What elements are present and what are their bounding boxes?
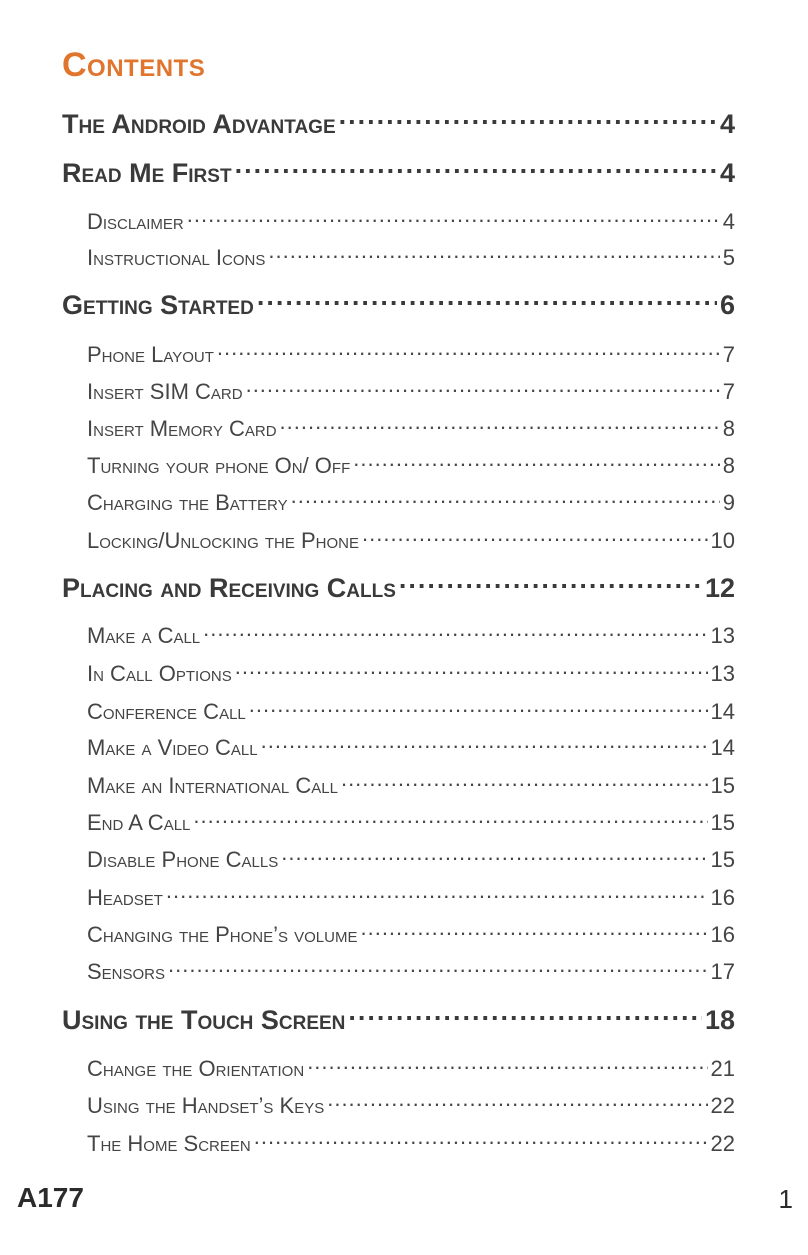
toc-leader-dots	[360, 920, 707, 942]
toc-leader-dots	[339, 106, 717, 133]
toc-entry-page: 6	[719, 290, 735, 320]
toc-entry-page: 4	[719, 109, 735, 139]
toc-entry-label: Placing and Receiving Calls	[62, 573, 396, 603]
toc-leader-dots	[249, 697, 708, 719]
toc-entry-placing-receiving-calls[interactable]	[62, 570, 735, 604]
toc-entry-headset[interactable]	[87, 883, 735, 911]
toc-entry-in-call-options[interactable]	[87, 659, 735, 687]
toc-entry-label: Sensors	[87, 959, 166, 984]
toc-leader-dots	[257, 287, 717, 314]
toc-entry-label: Make a Video Call	[87, 735, 258, 760]
toc-entry-label: Charging the Battery	[87, 490, 288, 515]
footer-model-name: A177	[17, 1182, 84, 1213]
toc-entry-label: Changing the Phone’s volume	[87, 922, 358, 947]
toc-entry-page: 16	[710, 885, 735, 910]
toc-leader-dots	[280, 414, 720, 436]
toc-leader-dots	[261, 733, 708, 755]
toc-entry-page: 17	[710, 959, 735, 984]
toc-entry-page: 4	[722, 209, 735, 234]
toc-entry-make-a-call[interactable]	[87, 621, 735, 649]
toc-entry-insert-sim-card[interactable]	[87, 377, 735, 405]
toc-leader-dots	[341, 771, 708, 793]
toc-leader-dots	[187, 207, 720, 229]
toc-leader-dots	[254, 1129, 708, 1151]
toc-entry-page: 18	[704, 1005, 735, 1035]
toc-leader-dots	[268, 243, 719, 265]
toc-leader-dots	[235, 659, 708, 681]
toc-entry-label: Make a Call	[87, 623, 201, 648]
toc-entry-label: Phone Layout	[87, 342, 214, 367]
toc-entry-using-touch-screen[interactable]	[62, 1002, 735, 1036]
toc-entry-sensors[interactable]	[87, 957, 735, 985]
toc-entry-page: 4	[719, 158, 735, 188]
toc-entry-instructional-icons[interactable]	[87, 243, 735, 271]
toc-entry-page: 8	[722, 453, 735, 478]
toc-entry-label: The Android Advantage	[62, 109, 336, 139]
toc-leader-dots	[362, 526, 708, 548]
toc-leader-dots	[291, 488, 720, 510]
toc-leader-dots	[235, 155, 717, 182]
toc-entry-label: Change the Orientation	[87, 1056, 305, 1081]
toc-leader-dots	[193, 808, 707, 830]
toc-entry-label: Using the Touch Screen	[62, 1005, 346, 1035]
toc-entry-label: Conference Call	[87, 699, 246, 724]
toc-entry-getting-started[interactable]	[62, 287, 735, 321]
toc-entry-label: Disable Phone Calls	[87, 847, 279, 872]
toc-entry-label: In Call Options	[87, 661, 232, 686]
toc-leader-dots	[203, 621, 707, 643]
toc-entry-page: 21	[710, 1056, 735, 1081]
toc-leader-dots	[166, 883, 708, 905]
toc-entry-home-screen[interactable]	[87, 1129, 735, 1157]
toc-entry-page: 14	[710, 735, 735, 760]
toc-entry-android-advantage[interactable]	[62, 106, 735, 140]
toc-entry-page: 15	[710, 810, 735, 835]
toc-leader-dots	[327, 1091, 707, 1113]
toc-entry-conference-call[interactable]	[87, 697, 735, 725]
toc-entry-label: Insert Memory Card	[87, 416, 277, 441]
toc-leader-dots	[168, 957, 707, 979]
toc-entry-read-me-first[interactable]	[62, 155, 735, 189]
toc-entry-page: 22	[710, 1131, 735, 1156]
toc-entry-label: Using the Handset’s Keys	[87, 1093, 325, 1118]
toc-entry-turning-phone-on-off[interactable]	[87, 451, 735, 479]
toc-entry-make-international-call[interactable]	[87, 771, 735, 799]
toc-entry-page: 15	[710, 847, 735, 872]
toc-leader-dots	[353, 451, 720, 473]
toc-entry-page: 13	[710, 623, 735, 648]
toc-entry-disclaimer[interactable]	[87, 207, 735, 235]
toc-entry-page: 13	[710, 661, 735, 686]
toc-entry-page: 7	[722, 379, 735, 404]
toc-entry-phone-layout[interactable]	[87, 340, 735, 368]
toc-entry-label: Turning your phone On/ Off	[87, 453, 351, 478]
toc-entry-label: Insert SIM Card	[87, 379, 243, 404]
toc-entry-page: 12	[704, 573, 735, 603]
toc-entry-disable-phone-calls[interactable]	[87, 845, 735, 873]
toc-entry-insert-memory-card[interactable]	[87, 414, 735, 442]
toc-leader-dots	[217, 340, 720, 362]
toc-leader-dots	[348, 1002, 702, 1029]
toc-entry-label: The Home Screen	[87, 1131, 251, 1156]
toc-entry-page: 15	[710, 773, 735, 798]
toc-entry-charging-battery[interactable]	[87, 488, 735, 516]
toc-leader-dots	[246, 377, 720, 399]
toc-entry-page: 16	[710, 922, 735, 947]
toc-entry-page: 10	[710, 528, 735, 553]
toc-entry-page: 9	[722, 490, 735, 515]
toc-entry-label: Disclaimer	[87, 209, 184, 234]
toc-entry-label: Make an International Call	[87, 773, 338, 798]
toc-entry-handset-keys[interactable]	[87, 1091, 735, 1119]
toc-entry-page: 8	[722, 416, 735, 441]
toc-entry-end-a-call[interactable]	[87, 808, 735, 836]
toc-entry-label: Read Me First	[62, 158, 232, 188]
toc-entry-make-video-call[interactable]	[87, 733, 735, 761]
footer-page-number: 1	[778, 1184, 793, 1214]
toc-entry-label: End A Call	[87, 810, 191, 835]
toc-entry-page: 22	[710, 1093, 735, 1118]
toc-entry-label: Instructional Icons	[87, 245, 266, 270]
toc-entry-locking-unlocking[interactable]	[87, 526, 735, 554]
toc-entry-page: 5	[722, 245, 735, 270]
toc-entry-label: Locking/Unlocking the Phone	[87, 528, 359, 553]
toc-entry-label: Headset	[87, 885, 163, 910]
toc-leader-dots	[399, 570, 702, 597]
toc-entry-change-orientation[interactable]	[87, 1054, 735, 1082]
toc-entry-changing-volume[interactable]	[87, 920, 735, 948]
page-title: Contents	[62, 46, 206, 84]
toc-leader-dots	[281, 845, 707, 867]
toc-leader-dots	[307, 1054, 707, 1076]
toc-entry-page: 7	[722, 342, 735, 367]
toc-entry-page: 14	[710, 699, 735, 724]
toc-entry-label: Getting Started	[62, 290, 254, 320]
